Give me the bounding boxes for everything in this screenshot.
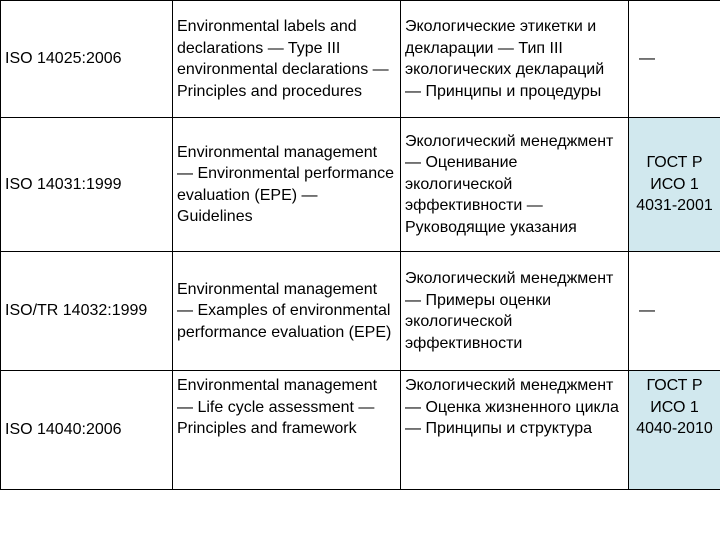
table-row (1, 118, 720, 252)
title-russian: Экологические этикетки и декларации — Тип III экологических деклараций — Принципы и процедуры (401, 1, 629, 118)
gost-equivalent: — (629, 1, 720, 118)
standard-code: ISO 14031:1999 (1, 118, 173, 252)
title-english: Environmental management — Environmental performance evaluation (EPE) — Guidelines (173, 118, 401, 252)
standard-code: ISO 14040:2006 (1, 371, 173, 490)
gost-equivalent: ГОСТ Р ИСО 1 4031-2001 (629, 118, 720, 252)
standard-code: ISO/TR 14032:1999 (1, 252, 173, 371)
title-english: Environmental labels and declarations — Type III environmental declarations — Principles and procedures (173, 1, 401, 118)
table-row (1, 252, 720, 371)
title-english: Environmental management — Life cycle assessment — Principles and framework (173, 371, 401, 490)
title-english: Environmental management — Examples of environmental performance evaluation (EPE) (173, 252, 401, 371)
title-russian: Экологический менеджмент — Оценивание экологической эффективности — Руководящие указания (401, 118, 629, 252)
gost-equivalent: ГОСТ Р ИСО 1 4040-2010 (629, 371, 720, 490)
title-russian: Экологический менеджмент — Оценка жизненного цикла — Принципы и структура (401, 371, 629, 490)
gost-equivalent: — (629, 252, 720, 371)
title-russian: Экологический менеджмент — Примеры оценки экологической эффективности (401, 252, 629, 371)
table-row (1, 371, 720, 490)
table-row (1, 1, 720, 118)
standard-code: ISO 14025:2006 (1, 1, 173, 118)
